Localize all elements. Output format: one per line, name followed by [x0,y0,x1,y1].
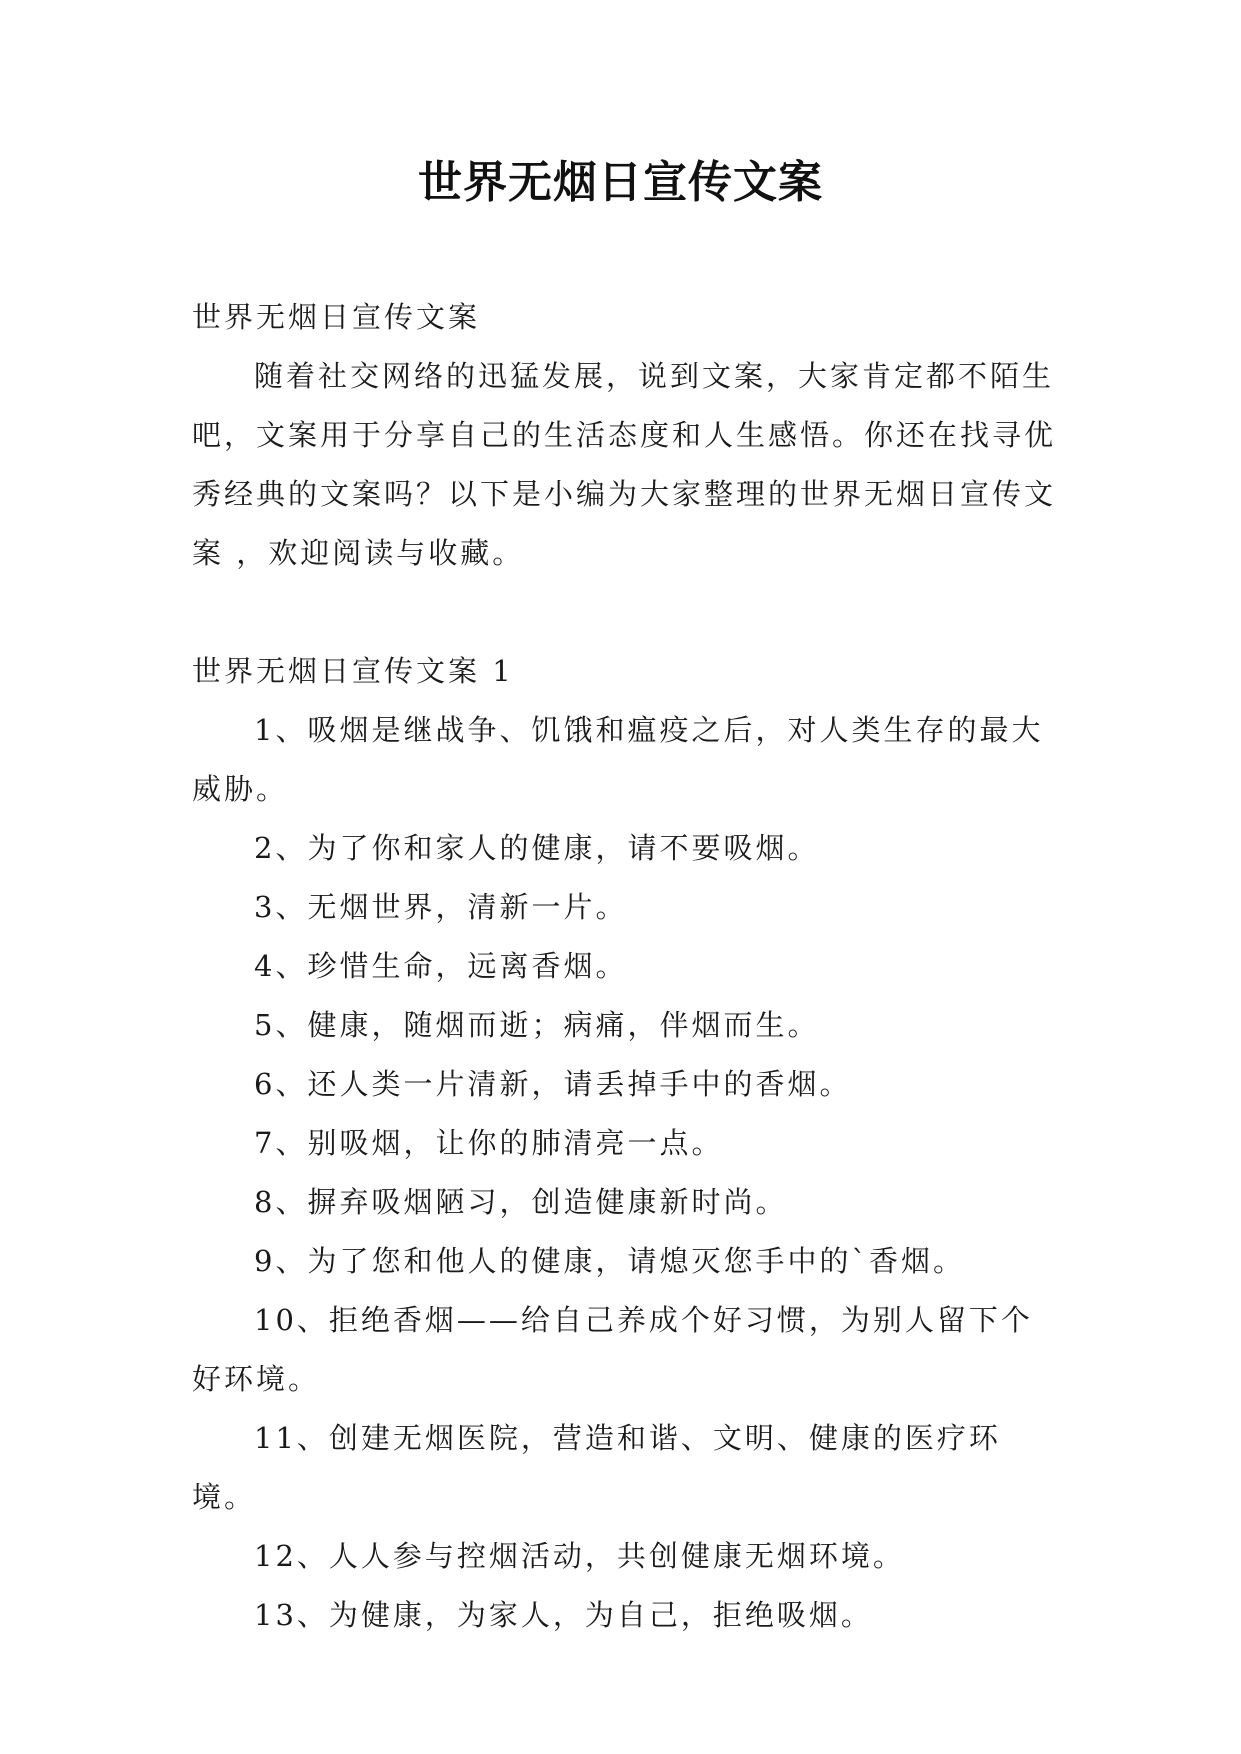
paragraph-gap [192,583,1062,642]
list-item-10: 10、拒绝香烟——给自己养成个好习惯，为别人留下个好环境。 [192,1303,1033,1396]
document-title: 世界无烟日宣传文案 [418,157,823,208]
list-item-12: 12、人人参与控烟活动，共创健康无烟环境。 [254,1539,905,1573]
list-item-3: 3、无烟世界，清新一片。 [254,890,628,924]
list-item-6: 6、还人类一片清新，请丢掉手中的香烟。 [254,1067,852,1101]
list-item-7: 7、别吸烟，让你的肺清亮一点。 [254,1126,724,1160]
list-item-13: 13、为健康，为家人，为自己，拒绝吸烟。 [254,1598,873,1632]
list-item-9: 9、为了您和他人的健康，请熄灭您手中的`香烟。 [254,1244,965,1278]
document-body [192,288,1062,1645]
list-item-1: 1、吸烟是继战争、饥饿和瘟疫之后，对人类生存的最大威胁。 [192,713,1044,806]
list-item-4: 4、珍惜生命，远离香烟。 [254,949,628,983]
section-heading: 世界无烟日宣传文案 1 [192,654,514,688]
document-subtitle: 世界无烟日宣传文案 [192,300,481,334]
list-item-5: 5、健康，随烟而逝；病痛，伴烟而生。 [254,1008,820,1042]
list-item-11: 11、创建无烟医院，营造和谐、文明、健康的医疗环境。 [192,1421,1001,1514]
list-item-8: 8、摒弃吸烟陋习，创造健康新时尚。 [254,1185,788,1219]
list-item-2: 2、为了你和家人的健康，请不要吸烟。 [254,831,820,865]
intro-paragraph: 随着社交网络的迅猛发展，说到文案，大家肯定都不陌生吧，文案用于分享自己的生活态度和人生感悟。你还在找寻优秀经典的文案吗？以下是小编为大家整理的世界无烟日宣传文案 ，欢迎阅读与收藏。 [192,359,1057,570]
